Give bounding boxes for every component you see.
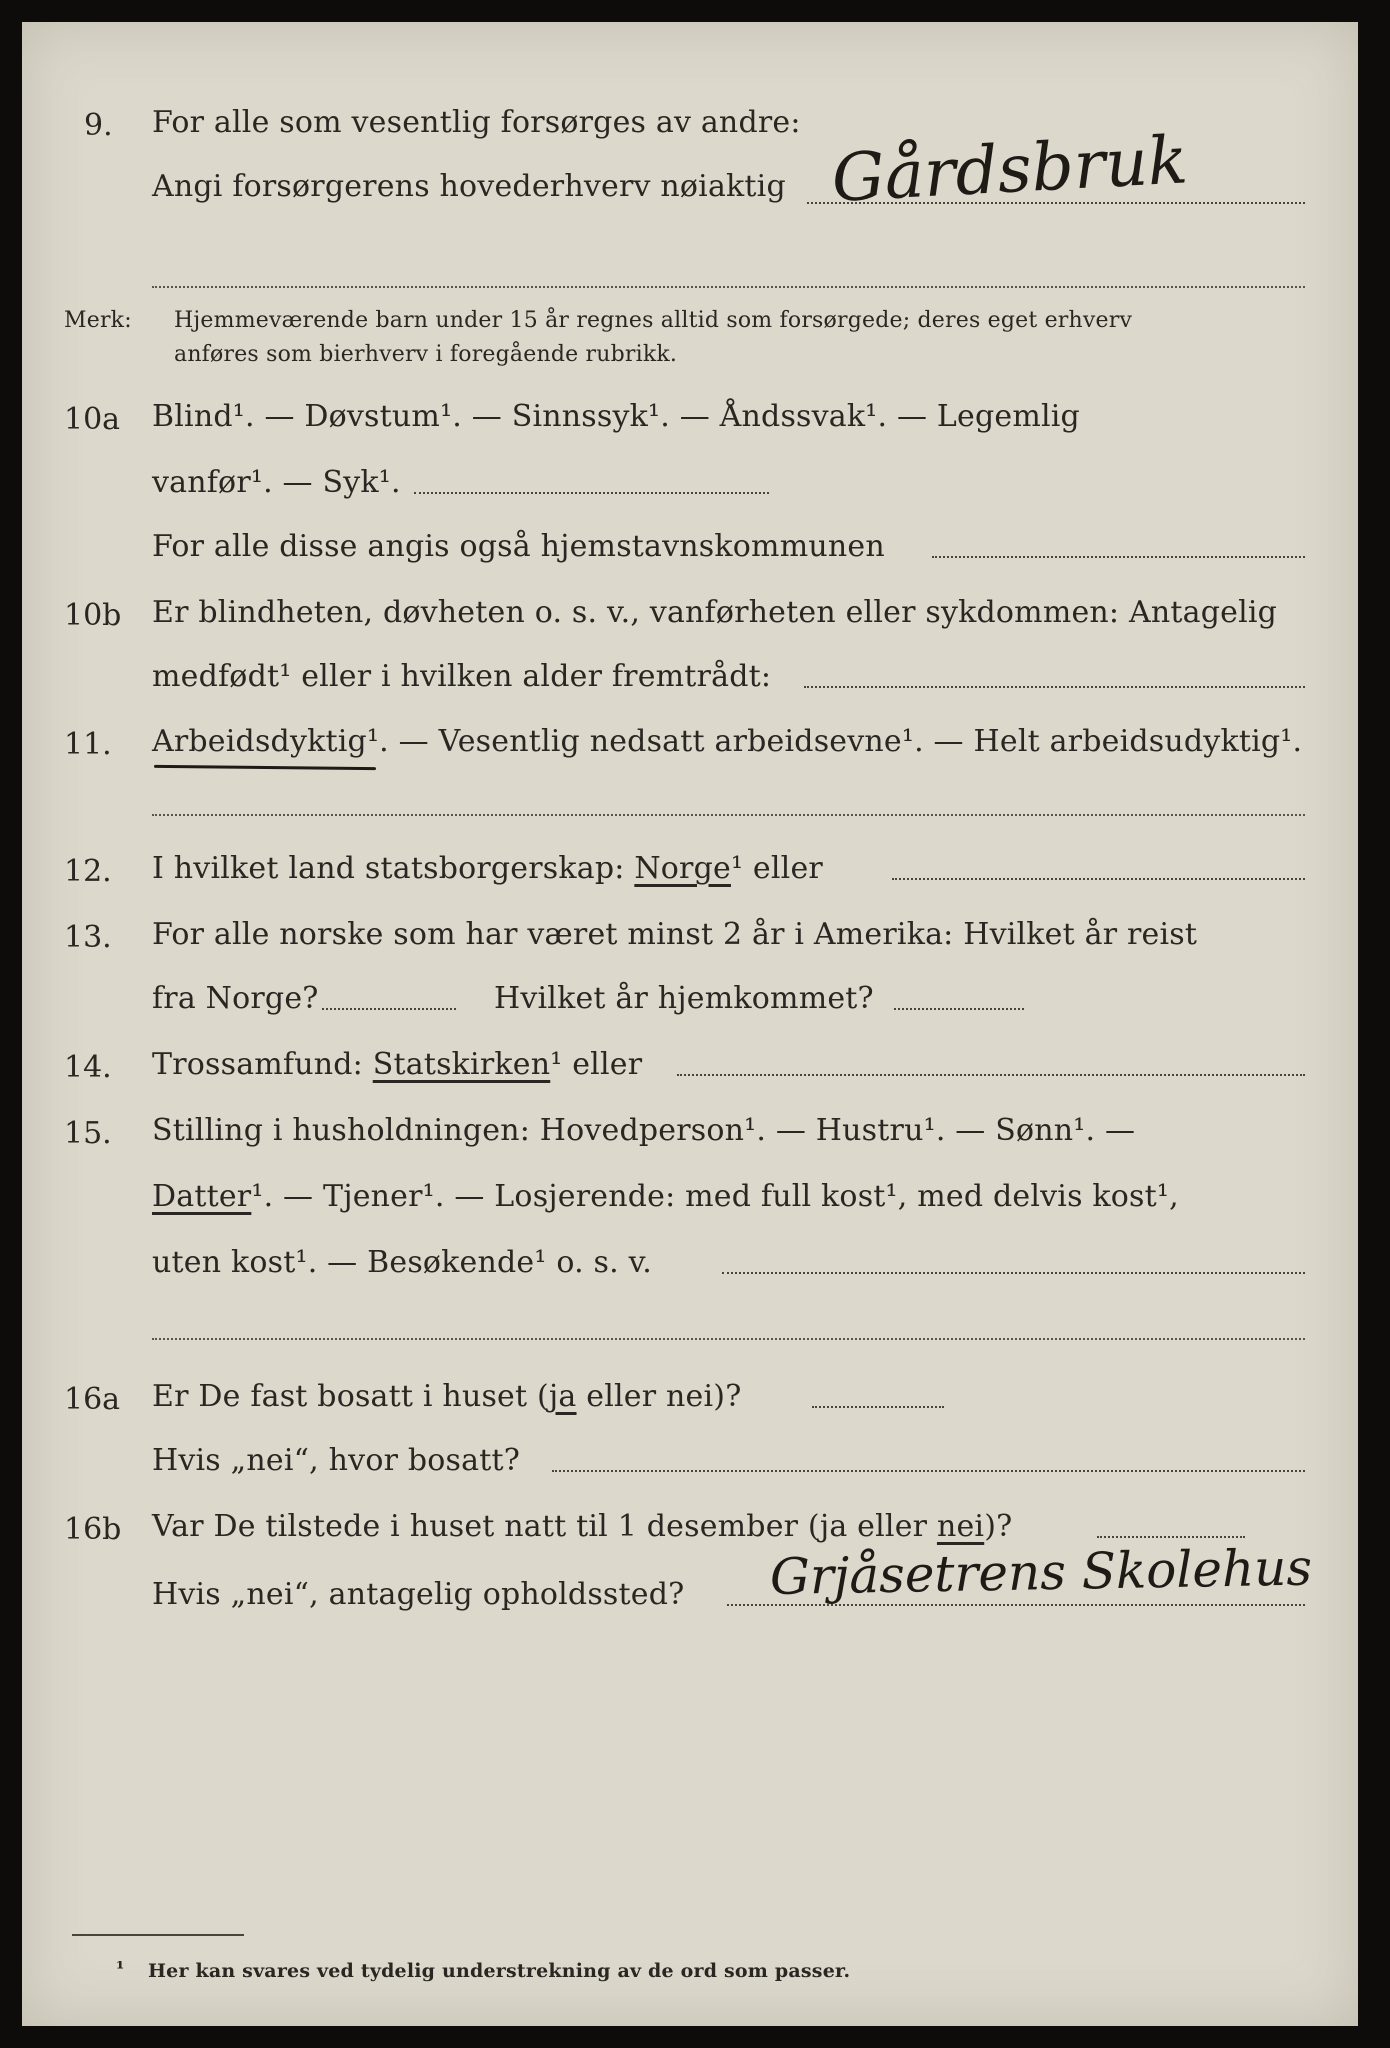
q13-reist-answer-line[interactable] [322, 1008, 456, 1010]
q16b-question: Var De tilstede i huset natt til 1 desember (ja eller [152, 1509, 937, 1544]
q16a-number: 16a [64, 1382, 121, 1417]
q15-answer-line[interactable] [722, 1272, 1305, 1274]
q12-number: 12. [64, 854, 112, 889]
q16b-number: 16b [64, 1512, 122, 1547]
q15-number: 15. [64, 1116, 112, 1151]
q11-underline-mark [154, 765, 376, 770]
merk-line1: Hjemmeværende barn under 15 år regnes alltid som forsørgede; deres eget erhverv [174, 308, 1133, 333]
q10b-answer-line[interactable] [804, 686, 1305, 688]
q14-answer-line[interactable] [677, 1074, 1305, 1076]
q16b-option-nei[interactable]: nei [936, 1509, 985, 1544]
q13-line2b: Hvilket år hjemkommet? [494, 981, 874, 1016]
q11-other-options: — Vesentlig nedsatt arbeidsevne¹. — Helt arbeidsudyktig¹. [388, 724, 1303, 759]
q15-line1: Stilling i husholdningen: Hovedperson¹. — Hustru¹. — Sønn¹. — [152, 1113, 1136, 1148]
q15-line2 [152, 1179, 1179, 1214]
q12-answer-line[interactable] [892, 878, 1305, 880]
q12-line [152, 851, 823, 886]
q16a-option-ja[interactable]: ja [548, 1379, 577, 1414]
census-form-sheet [22, 22, 1358, 2026]
q9-line1: For alle som vesentlig forsørges av andre: [152, 105, 801, 140]
q10a-syk-answer-line[interactable] [414, 492, 769, 494]
q10b-line2: medfødt¹ eller i hvilken alder fremtrådt: [152, 659, 772, 694]
merk-label: Merk: [64, 308, 132, 333]
q16a-question-end: eller nei)? [576, 1379, 742, 1414]
q16b-answer-line[interactable] [1097, 1536, 1245, 1538]
q9-line2: Angi forsørgerens hovederhverv nøiaktig [152, 169, 786, 204]
q10a-number: 10a [64, 402, 121, 437]
q11-extra-line [152, 814, 1305, 816]
q10a-line3: For alle disse angis også hjemstavnskommunen [152, 529, 885, 564]
q15-line2-rest: ¹. — Tjener¹. — Losjerende: med full kost¹, med delvis kost¹, [251, 1179, 1179, 1214]
q13-number: 13. [64, 920, 112, 955]
q10a-hjemstavn-answer-line[interactable] [932, 556, 1305, 558]
q16a-answer-line[interactable] [812, 1406, 944, 1408]
q16a-line2: Hvis „nei“, hvor bosatt? [152, 1443, 521, 1478]
q15-option-datter[interactable]: Datter [152, 1179, 252, 1214]
q15-line3: uten kost¹. — Besøkende¹ o. s. v. [152, 1245, 652, 1280]
q13-line1: For alle norske som har været minst 2 år i Amerika: Hvilket år reist [152, 917, 1198, 952]
q13-hjemkommet-answer-line[interactable] [894, 1008, 1024, 1010]
footnote-text: Her kan svares ved tydelig understrekning av de ord som passer. [148, 1960, 851, 1982]
q16a-question: Er De fast bosatt i huset ( [152, 1379, 549, 1414]
q15-extra-line [152, 1338, 1305, 1340]
q9-handwritten-answer: Gårdsbruk [829, 121, 1190, 217]
q12-option-norge[interactable]: Norge [634, 851, 731, 886]
q14-line [152, 1047, 643, 1082]
q13-line2a: fra Norge? [152, 981, 319, 1016]
merk-line2: anføres som bierhverv i foregående rubrikk. [174, 342, 678, 367]
q10b-number: 10b [64, 598, 122, 633]
q10a-line2: vanfør¹. — Syk¹. [152, 465, 401, 500]
q16a-bosatt-answer-line[interactable] [552, 1470, 1305, 1472]
q16b-question-end: )? [984, 1509, 1013, 1544]
q10b-line1: Er blindheten, døvheten o. s. v., vanførheten eller sykdommen: Antagelig [152, 595, 1278, 630]
footnote-mark: ¹ [116, 1958, 125, 1980]
q11-option-arbeidsdyktig[interactable]: Arbeidsdyktig¹. [152, 724, 389, 759]
q14-question-end: ¹ eller [550, 1047, 643, 1082]
q11-line [152, 724, 1303, 759]
q16a-line1 [152, 1379, 742, 1414]
q14-option-statskirken[interactable]: Statskirken [372, 1047, 551, 1082]
q9-number: 9. [84, 108, 113, 143]
q12-question-end: ¹ eller [730, 851, 823, 886]
q11-number: 11. [64, 727, 112, 762]
q14-number: 14. [64, 1050, 112, 1085]
q16b-line1 [152, 1509, 1013, 1544]
q12-question: I hvilket land statsborgerskap: [152, 851, 635, 886]
q16b-line2: Hvis „nei“, antagelig opholdssted? [152, 1577, 685, 1612]
q9-extra-line [152, 286, 1305, 288]
footnote-rule [72, 1934, 244, 1936]
q16b-handwritten-answer: Grjåsetrens Skolehus [769, 1538, 1313, 1606]
q14-question: Trossamfund: [152, 1047, 373, 1082]
q10a-line1: Blind¹. — Døvstum¹. — Sinnssyk¹. — Åndssvak¹. — Legemlig [152, 399, 1080, 434]
